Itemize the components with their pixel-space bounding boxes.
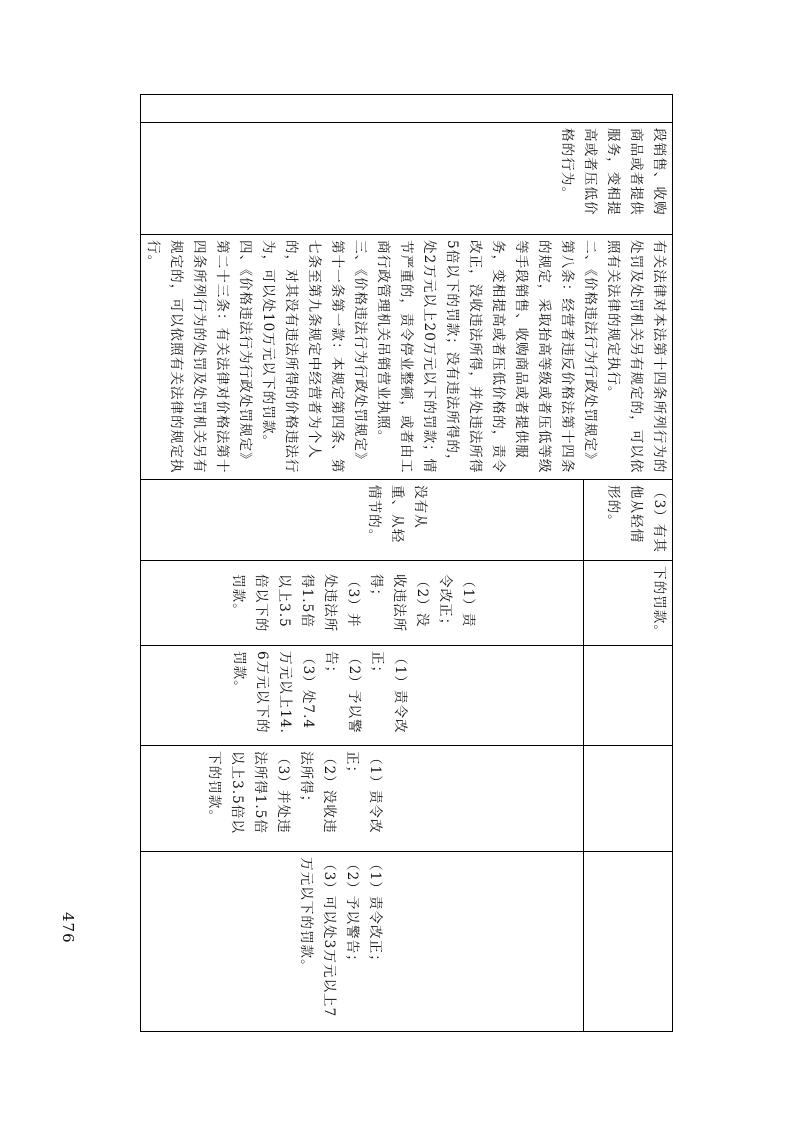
law-paragraph: 有关法律对本法第十四条所列行为的处罚及处罚机关另有规定的，可以依照有关法律的规定执行。 <box>605 240 667 474</box>
penalty-item: （2）没收违法所得； <box>368 574 430 633</box>
penalty-item: （2）予以警告； <box>344 857 360 969</box>
circumstance-text: （3）有其他从轻情形的。 <box>605 485 667 554</box>
penalty-item: （3）处7.4万元以上14.6万元以下的罚款。 <box>231 651 316 734</box>
penalty-table <box>140 94 673 1032</box>
penalty-item: （2）予以警告； <box>323 651 362 734</box>
penalty-item: （1）责令改正； <box>437 574 476 633</box>
penalty-cell <box>584 852 673 1032</box>
law-paragraph: 四、《价格违法行为行政处罚规定》第二十三条：有关法律对价格法第十四条所列行为的处罚及处罚机关另有规定的，可以依照有关法律的规定执行。 <box>145 240 253 474</box>
circumstance-cell <box>584 480 673 561</box>
penalty-item: （2）没收违法所得； <box>298 751 337 834</box>
penalty-item: （1）责令改正； <box>344 751 383 834</box>
standard-cell <box>584 561 673 646</box>
law-paragraph: 三、《价格违法行为行政处罚规定》第十一条第一款：本规定第四条、第七条至第九条规定中经营者为个人的，对其没有违法所得的价格违法行为，可以处10万元以下的罚款。 <box>260 240 368 474</box>
penalty-cell <box>141 746 584 852</box>
law-paragraph: 二、《价格违法行为行政处罚规定》第八条：经营者违反价格法第十四条的规定，采取抬高等级或者压低等级等手段销售、收购商品或者提供服务，变相提高或者压低价格的，责令改正，没收违法所得，并处违法所得5倍以下的罚款；没有违法所得的，处2万元以上20万元以下的罚款；情节严重的，责令停业整顿，或者由工商行政管理机关吊销营业执照。 <box>375 240 598 474</box>
penalty-cell <box>141 852 584 1032</box>
table-row <box>584 95 673 1032</box>
penalty-cell <box>584 646 673 746</box>
penalty-item: （3）并处违法所得1.5倍以上3.5倍以下的罚款。 <box>206 751 291 834</box>
penalty-item: （3）可以处3万元以上7万元以下的罚款。 <box>298 857 337 1018</box>
act-text: 段销售、收购商品或者提供服务，变相提高或者压低价格的行为。 <box>559 128 667 216</box>
penalty-cell <box>584 746 673 852</box>
standard-cell <box>141 561 584 646</box>
penalty-item: （1）责令改正； <box>369 651 408 734</box>
page-number: 476 <box>59 912 77 944</box>
penalty-cell <box>141 646 584 746</box>
penalty-item: （3）并处违法所得1.5倍以上3.5倍以下的罚款。 <box>230 574 361 633</box>
index-cell <box>141 95 673 123</box>
penalty-item: （1）责令改正； <box>367 857 383 969</box>
circumstance-text: 没有从重、从轻情节的。 <box>366 485 428 544</box>
law-cell <box>141 235 673 480</box>
circumstance-cell <box>141 480 584 561</box>
act-cell <box>141 123 673 235</box>
standard-text: 下的罚款。 <box>651 566 667 639</box>
